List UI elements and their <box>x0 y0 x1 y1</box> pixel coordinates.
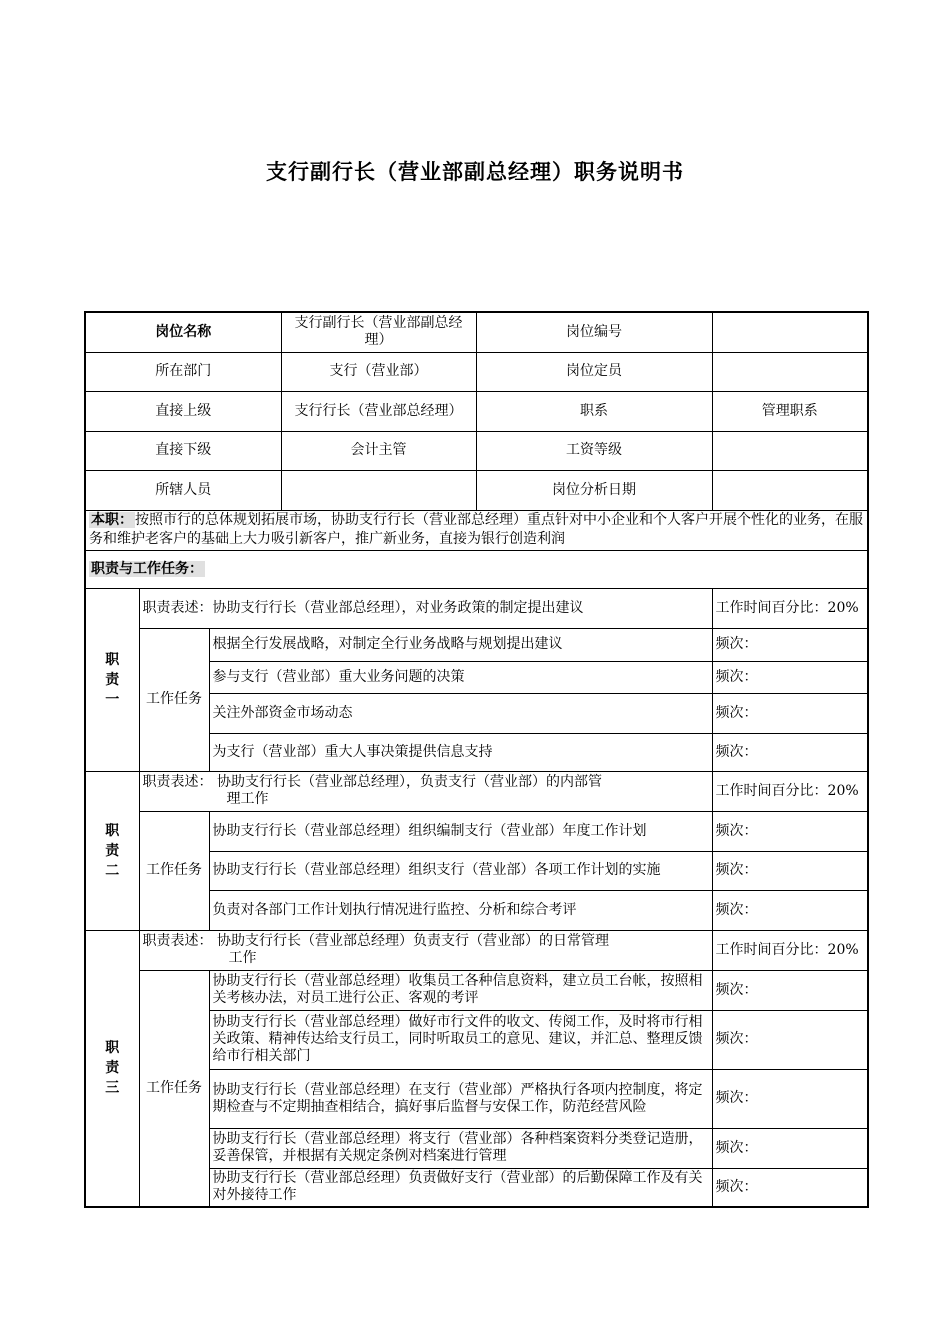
duty1-time-percent: 工作时间百分比：20% <box>712 588 868 628</box>
info-value: 管理职系 <box>712 391 868 431</box>
frequency-cell: 频次： <box>712 1010 868 1069</box>
info-value: 支行（营业部） <box>281 352 476 391</box>
task-text: 为支行（营业部）重大人事决策提供信息支持 <box>209 733 712 771</box>
info-value <box>281 470 476 510</box>
info-row <box>85 431 868 470</box>
info-row <box>85 391 868 431</box>
summary-label: 本职： <box>91 512 133 528</box>
duty3-label: 职 责 三 <box>85 930 139 1207</box>
frequency-cell: 频次： <box>712 1069 868 1128</box>
info-label: 岗位分析日期 <box>476 470 712 510</box>
summary-row <box>85 510 868 550</box>
duty1-desc-row <box>85 588 868 628</box>
duty1-label: 职 责 一 <box>85 588 139 771</box>
task-text: 协助支行行长（营业部总经理）负责做好支行（营业部）的后勤保障工作及有关对外接待工作 <box>209 1168 712 1207</box>
info-label: 工资等级 <box>476 431 712 470</box>
task-row <box>85 811 868 851</box>
duties-heading: 职责与工作任务： <box>91 560 203 577</box>
task-text: 关注外部资金市场动态 <box>209 693 712 733</box>
job-description-table <box>84 311 869 1208</box>
duty3-desc-row <box>85 930 868 970</box>
info-label: 岗位名称 <box>85 312 281 352</box>
info-value: 支行副行长（营业部副总经理） <box>281 312 476 352</box>
task-text: 根据全行发展战略，对制定全行业务战略与规划提出建议 <box>209 628 712 661</box>
task-row <box>85 628 868 661</box>
duty1-description: 职责表述：协助支行行长（营业部总经理），对业务政策的制定提出建议 <box>139 588 712 628</box>
frequency-cell: 频次： <box>712 851 868 890</box>
task-text: 负责对各部门工作计划执行情况进行监控、分析和综合考评 <box>209 890 712 930</box>
task-text: 协助支行行长（营业部总经理）在支行（营业部）严格执行各项内控制度，将定期检查与不定期抽查相结合，搞好事后监督与安保工作，防范经营风险 <box>209 1069 712 1128</box>
task-label: 工作任务 <box>139 970 209 1207</box>
duties-heading-row <box>85 550 868 588</box>
info-label: 直接上级 <box>85 391 281 431</box>
info-label: 岗位定员 <box>476 352 712 391</box>
page-title: 支行副行长（营业部副总经理）职务说明书 <box>266 160 684 184</box>
summary-text: 按照市行的总体规划拓展市场，协助支行行长（营业部总经理）重点针对中小企业和个人客户开展个性化的业务，在服务和维护老客户的基础上大力吸引新客户，推广新业务，直接为银行创造利润 <box>89 512 863 547</box>
task-text: 协助支行行长（营业部总经理）将支行（营业部）各种档案资料分类登记造册，妥善保管，并根据有关规定条例对档案进行管理 <box>209 1128 712 1168</box>
task-text: 协助支行行长（营业部总经理）收集员工各种信息资料，建立员工台帐，按照相关考核办法，对员工进行公正、客观的考评 <box>209 970 712 1010</box>
task-label: 工作任务 <box>139 628 209 771</box>
duty2-time-percent: 工作时间百分比：20% <box>712 771 868 811</box>
info-value <box>712 312 868 352</box>
frequency-cell: 频次： <box>712 970 868 1010</box>
task-text: 协助支行行长（营业部总经理）做好市行文件的收文、传阅工作，及时将市行相关政策、精神传达给支行员工，同时听取员工的意见、建议，并汇总、整理反馈给市行相关部门 <box>209 1010 712 1069</box>
frequency-cell: 频次： <box>712 1128 868 1168</box>
task-text: 参与支行（营业部）重大业务问题的决策 <box>209 661 712 693</box>
duty3-description: 职责表述： 协助支行行长（营业部总经理）负责支行（营业部）的日常管理 工作 <box>139 930 712 970</box>
task-text: 协助支行行长（营业部总经理）组织编制支行（营业部）年度工作计划 <box>209 811 712 851</box>
frequency-cell: 频次： <box>712 890 868 930</box>
info-label: 职系 <box>476 391 712 431</box>
frequency-cell: 频次： <box>712 661 868 693</box>
task-label: 工作任务 <box>139 811 209 930</box>
frequency-cell: 频次： <box>712 628 868 661</box>
task-text: 协助支行行长（营业部总经理）组织支行（营业部）各项工作计划的实施 <box>209 851 712 890</box>
info-value <box>712 352 868 391</box>
info-value: 会计主管 <box>281 431 476 470</box>
info-value <box>712 431 868 470</box>
info-label: 所辖人员 <box>85 470 281 510</box>
info-row <box>85 312 868 352</box>
frequency-cell: 频次： <box>712 693 868 733</box>
frequency-cell: 频次： <box>712 811 868 851</box>
info-label: 直接下级 <box>85 431 281 470</box>
frequency-cell: 频次： <box>712 733 868 771</box>
frequency-cell: 频次： <box>712 1168 868 1207</box>
duty2-label: 职 责 二 <box>85 771 139 930</box>
duty2-description: 职责表述： 协助支行行长（营业部总经理），负责支行（营业部）的内部管 理工作 <box>139 771 712 811</box>
info-row <box>85 352 868 391</box>
duty2-desc-row <box>85 771 868 811</box>
task-row <box>85 970 868 1010</box>
info-label: 岗位编号 <box>476 312 712 352</box>
duty3-time-percent: 工作时间百分比：20% <box>712 930 868 970</box>
info-label: 所在部门 <box>85 352 281 391</box>
info-row <box>85 470 868 510</box>
info-value <box>712 470 868 510</box>
info-value: 支行行长（营业部总经理） <box>281 391 476 431</box>
